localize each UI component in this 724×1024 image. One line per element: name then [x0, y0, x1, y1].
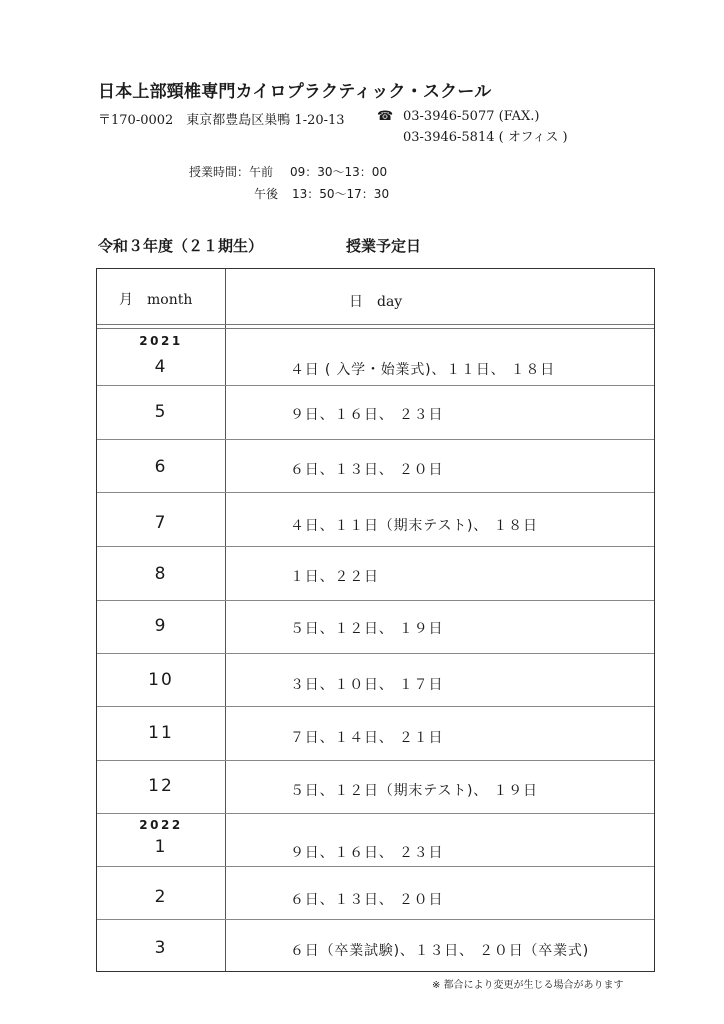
day-cell: ９日、１６日、 ２３日	[290, 407, 444, 423]
table-row	[97, 492, 654, 547]
table-row	[97, 760, 654, 814]
month-cell: 2	[154, 887, 168, 907]
month-cell: 8	[154, 564, 168, 584]
year-label: 2022	[139, 818, 183, 832]
day-cell: １日、２２日	[290, 569, 379, 585]
office-number: 03-3946-5814 ( オフィス )	[403, 130, 568, 145]
month-cell: 9	[154, 616, 168, 636]
month-cell: 11	[148, 723, 174, 743]
year-label: 2021	[139, 334, 183, 348]
table-row	[97, 813, 654, 867]
month-cell: 10	[148, 670, 174, 690]
day-cell: ６日（卒業試験)、１３日、 ２０日（卒業式)	[290, 943, 589, 959]
schedule-table	[96, 268, 655, 972]
school-title: 日本上部頸椎専門カイロプラクティック・スクール	[98, 82, 492, 102]
day-cell: ７日、１４日、 ２１日	[290, 730, 444, 746]
month-cell: 4	[154, 357, 168, 377]
hours-am: 09：30〜13：00	[290, 165, 388, 179]
table-row	[97, 385, 654, 439]
day-cell: ５日、１２日、 １９日	[290, 621, 444, 637]
month-header: 月 month	[119, 292, 193, 308]
table-row	[97, 600, 654, 654]
schedule-title: 授業予定日	[346, 237, 422, 255]
month-cell: 3	[154, 938, 168, 958]
footnote: ※ 都合により変更が生じる場合があります	[432, 980, 624, 991]
table-row	[97, 329, 654, 384]
table-row	[97, 919, 654, 972]
day-cell: ４日 ( 入学・始業式)、１１日、 １８日	[290, 362, 556, 378]
month-cell: 5	[154, 402, 168, 422]
table-row	[97, 653, 654, 707]
hours-pm: 13：50〜17：30	[292, 187, 390, 201]
fax-number: 03-3946-5077 (FAX.)	[403, 109, 540, 124]
year-title: 令和３年度（２１期生）	[98, 237, 264, 255]
day-header: 日 day	[349, 294, 403, 310]
month-cell: 12	[148, 776, 174, 796]
day-cell: ９日、１６日、 ２３日	[290, 845, 444, 861]
address: 〒170-0002 東京都豊島区巣鴨 1-20-13	[98, 113, 345, 128]
hours-label: 授業時間：午前	[189, 165, 274, 179]
month-cell: 6	[154, 457, 168, 477]
day-cell: ６日、１３日、 ２０日	[290, 892, 444, 908]
day-cell: ５日、１２日（期末テスト)、 １９日	[290, 783, 538, 799]
table-row	[97, 546, 654, 601]
month-cell: 7	[154, 513, 168, 533]
day-cell: ３日、１０日、 １７日	[290, 677, 444, 693]
table-row	[97, 706, 654, 761]
table-row	[97, 439, 654, 493]
day-cell: ６日、１３日、 ２０日	[290, 462, 444, 478]
hours-pm-label: 午後	[254, 187, 279, 201]
phone-icon: ☎	[377, 109, 394, 124]
table-row	[97, 866, 654, 920]
header-separator	[97, 324, 654, 325]
month-cell: 1	[154, 837, 168, 857]
day-cell: ４日、１１日（期末テスト)、 １８日	[290, 518, 538, 534]
